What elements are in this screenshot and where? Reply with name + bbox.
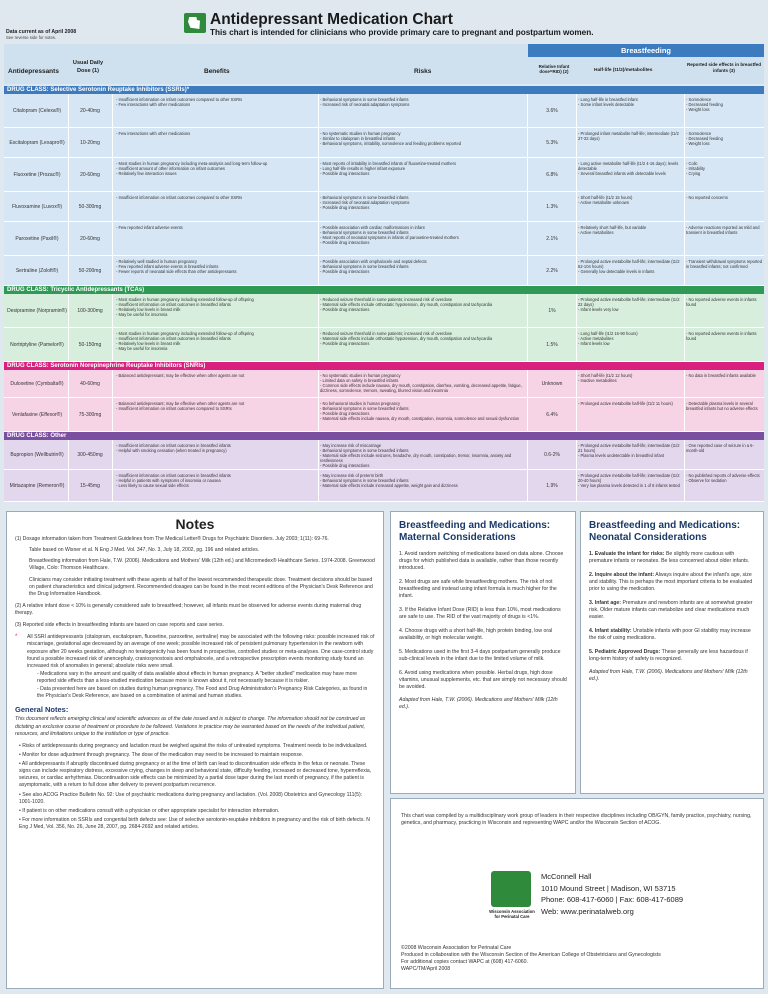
doc-code: WAPC/TM/April 2008: [401, 966, 451, 973]
drug-dose: 50-300mg: [78, 203, 102, 210]
drug-risks: - Behavioral symptoms in some breastfed infants - Increased risk of neonatal adaptation symptoms - Possible drug interactions: [320, 195, 410, 211]
drug-risks: - No systematic studies in human pregnancy - Limited data on safety in breastfed infants - Common side effects include nausea, dry mouth, constipation, diarrhea, vomiting, decreased appetite, fatigue, dizziness, somnolence, tremors, sweating, blurred vision and insomnia: [320, 373, 522, 394]
column-divider: [318, 222, 319, 255]
column-divider: [318, 370, 319, 397]
column-divider: [684, 192, 685, 221]
neonatal-title: Breastfeeding and Medications: Neonatal Considerations: [589, 520, 741, 543]
column-divider: [684, 256, 685, 285]
footer-panel: [390, 798, 764, 989]
neonatal-item: [589, 628, 755, 642]
wisconsin-logo-icon: [184, 13, 206, 33]
column-divider: [68, 370, 69, 397]
column-divider: [112, 328, 113, 361]
drug-dose: 50-150mg: [78, 341, 102, 348]
drug-benefits: - Balanced antidepressant; may be effective when other agents are not: [116, 373, 245, 378]
general-notes-intro: This document reflects emerging clinical and scientific advances as of the date issued and is subject to change. The information should not be construed as dictating an exclusive course of treatment or procedure to be followed. Variations in practice may be warranted based on the needs of the individual patient, resources, and limitations unique to the institution or type of practice.: [15, 716, 366, 737]
drug-dose: 40-60mg: [80, 380, 100, 387]
column-divider: [576, 128, 577, 157]
column-divider: [576, 328, 577, 361]
general-notes-title: General Notes:: [15, 705, 69, 715]
column-divider: [112, 470, 113, 501]
column-divider: [527, 192, 528, 221]
column-divider: [527, 370, 528, 397]
copies-note: For additional copies contact WAPC at (608) 417-6060.: [401, 959, 528, 966]
drug-halflife: - Long half-life (t1/2 16-90 hours) - Active metabolites - Infant levels low: [578, 331, 638, 347]
drug-risks: - No systematic studies in human pregnancy - Similar to citalopram in breastfed infants - Behavioral symptoms, irritability, somnolence and feeding problems reported: [320, 131, 461, 147]
column-divider: [112, 294, 113, 327]
drug-benefits: - Insufficient information on infant outcomes compared to other SSRIs - Few interactions with other medications: [116, 97, 243, 108]
drug-risks: - Possible association with cardiac malformations in infant - Behavioral symptoms in some breastfed infants - Most reports of neonatal symptoms in infants of paroxetine-treated mothers - Possible drug interactions: [320, 225, 459, 246]
drug-dose: 10-20mg: [80, 139, 100, 146]
drug-rid: 6.8%: [546, 171, 558, 178]
drug-rid: 1%: [548, 307, 556, 314]
general-note-5: • If patient is on other medications consult with a physician or other appropriate specialist for interaction information.: [19, 807, 280, 814]
table-row: [4, 328, 764, 362]
column-divider: [68, 470, 69, 501]
maternal-title: Breastfeeding and Medications: Maternal Considerations: [399, 520, 551, 543]
see-reverse-note: See reverse side for notes.: [6, 35, 57, 40]
drug-dose: 50-200mg: [78, 267, 102, 274]
drug-halflife: - Short half-life (t1/2 12 hours) - Inactive metabolites: [578, 373, 633, 384]
column-divider: [68, 328, 69, 361]
column-divider: [318, 440, 319, 469]
org-name: McConnell Hall: [541, 872, 592, 881]
maternal-item: 2. Most drugs are safe while breastfeeding mothers. The risk of not breastfeeding and instead using infant formula is much higher for the infant.: [399, 579, 557, 600]
drug-rid: Unknown: [541, 380, 563, 387]
drug-benefits: - Insufficient information on infant outcomes in breastfed infants - Helpful with smoking cessation (when treated in pregnancy): [116, 443, 231, 454]
drug-name: Duloxetine (Cymbalta®): [10, 380, 64, 387]
drug-halflife: - Relatively short half-life, but variable - Active metabolites: [578, 225, 647, 236]
column-divider: [318, 294, 319, 327]
wapc-logo-text: Wisconsin Association for Perinatal Care: [489, 909, 535, 920]
drug-name: Desipramine (Norpramin®): [7, 307, 67, 314]
column-divider: [68, 398, 69, 431]
column-divider: [576, 470, 577, 501]
column-divider: [684, 398, 685, 431]
drug-risks: - Most reports of irritability in breastfed infants of fluoxetine-treated mothers - Long half-life results in higher infant exposure - Possible drug interactions: [320, 161, 457, 177]
column-divider: [527, 128, 528, 157]
maternal-item: 1. Avoid random switching of medications based on data alone. Choose drugs for which published data is available, rather than those recently introduced.: [399, 551, 564, 572]
drug-name: Fluoxetine (Prozac®): [13, 171, 61, 178]
column-divider: [112, 370, 113, 397]
column-divider: [576, 94, 577, 127]
neonatal-item-text: Premature and newborn infants are at somewhat greater risk. Older mature infants can metabolize and clear medications much easier.: [589, 600, 753, 621]
drug-class-bar: DRUG CLASS: Tricyclic Antidepressants (TCAs): [4, 286, 764, 294]
note-ssri-b1: - Medications vary in the amount and quality of data available about effects in human pregnancy. A "better studied" medication may have more reported side effects than a less-studied medication because more is known about it, not necessarily because it is riskier.: [37, 670, 357, 684]
drug-dose: 300-450mg: [77, 451, 103, 458]
drug-side-effects: - No published reports of adverse effects - Observe for sedation: [686, 473, 760, 484]
drug-halflife: - Prolonged active metabolite half-life; intermediate (t1/2 21 hours) - Plasma levels undetectable in breastfed infant: [578, 443, 680, 459]
table-row: [4, 158, 764, 192]
drug-risks: - Possible association with omphalocele and septal defects - Behavioral symptoms in some breastfed infants - Possible drug interactions: [320, 259, 427, 275]
drug-side-effects: - Detectable plasma levels in several breastfed infants but no adverse effects: [686, 401, 758, 412]
column-divider: [318, 328, 319, 361]
breastfeeding-header: Breastfeeding: [528, 44, 764, 57]
column-divider: [576, 222, 577, 255]
drug-risks: - Reduced seizure threshold in some patients; increased risk of overdose - Maternal side effects include orthostatic hypotension, dry mouth, constipation and tachycardia - Possible drug interactions: [320, 297, 493, 313]
drug-benefits: - Insufficient information on infant outcomes compared to other SSRIs: [116, 195, 243, 200]
column-divider: [527, 440, 528, 469]
column-divider: [68, 128, 69, 157]
drug-rid: 3.6%: [546, 107, 558, 114]
drug-dose: 20-60mg: [80, 235, 100, 242]
drug-halflife: - Prolonged active metabolite half-life; intermediate (t1/2 22 days) - Infant levels very low: [578, 297, 680, 313]
neonatal-item: [589, 649, 755, 663]
drug-name: Venlafaxine (Effexor®): [11, 411, 62, 418]
drug-name: Paroxetine (Paxil®): [15, 235, 59, 242]
column-divider: [112, 192, 113, 221]
drug-side-effects: - Adverse reactions reported as mild and transient in breastfed infants: [686, 225, 760, 236]
column-divider: [112, 94, 113, 127]
drug-rid: 1.5%: [546, 341, 558, 348]
column-divider: [318, 398, 319, 431]
wapc-logo-icon: [491, 871, 531, 907]
table-row: [4, 440, 764, 470]
note-ssri: All SSRI antidepressants (citalopram, escitalopram, fluoxetine, paroxetine, sertraline) may be associated with the following risks: possible increased risk of miscarriage, gestational age decreased by an average of one week; possible increased risk of persistent pulmonary hypertension in the newborn with exposure after 20 weeks gestation, although no teratogenicity has been found in prospective, controlled studies or meta-analyses. One case-control study found a possible increased risk of anencephaly, craniosynostosis and omphalocele, and a retrospective prescription events monitoring study found an increased risk of anomalies in general; absolute risks were small.: [27, 634, 375, 669]
neonatal-item-text: These generally are less hazardous if long-term history of safety is recognized.: [589, 649, 748, 663]
drug-halflife: - Prolonged infant metabolite half-life; intermediate (t1/2 27-32 days): [578, 131, 679, 142]
drug-rid: 1.3%: [546, 203, 558, 210]
table-row: [4, 128, 764, 158]
neonatal-considerations-panel: [580, 511, 764, 794]
drug-risks: - Reduced seizure threshold in some patients; increased risk of overdose - Maternal side effects include orthostatic hypotension, dry mouth, constipation and tachycardia - Possible drug interactions: [320, 331, 493, 347]
general-note-1: • Risks of antidepressants during pregnancy and lactation must be weighed against the risks of untreated symptoms. Treatment needs to be individualized.: [19, 742, 368, 749]
column-divider: [576, 440, 577, 469]
org-phone: Phone: 608-417-6060 | Fax: 608-417-6089: [541, 895, 684, 905]
maternal-source: Adapted from Hale, T.W. (2006). Medications and Mothers' Milk (12th ed.).: [399, 697, 558, 711]
neonatal-item-head: 1. Evaluate the infant for risks:: [589, 551, 665, 557]
note-3: (3) Reported side effects in breastfeeding infants are based on case reports and case series.: [15, 622, 224, 629]
column-divider: [112, 128, 113, 157]
drug-halflife: - Long active metabolite half-life (t1/2 4-16 days); levels detectable - Several breastfed infants with detectable levels: [578, 161, 679, 177]
drug-dose: 100-300mg: [77, 307, 103, 314]
drug-benefits: - Few reported infant adverse events: [116, 225, 183, 230]
page-subtitle: This chart is intended for clinicians who provide primary care to pregnant and postpartum women.: [210, 28, 594, 37]
column-divider: [684, 128, 685, 157]
column-divider: [684, 94, 685, 127]
table-row: [4, 470, 764, 502]
column-divider: [576, 370, 577, 397]
drug-dose: 20-40mg: [80, 107, 100, 114]
column-divider: [318, 192, 319, 221]
produced-note: Produced in collaboration with the Wisconsin Section of the American College of Obstetricians and Gynecologists: [401, 952, 661, 959]
column-divider: [576, 256, 577, 285]
drug-side-effects: - No reported adverse events in infants found: [686, 331, 757, 342]
org-address: 1010 Mound Street | Madison, WI 53715: [541, 883, 676, 893]
drug-halflife: - Long half-life in breastfed infant - Some infant levels detectable: [578, 97, 638, 108]
drug-benefits: - Relatively well studied in human pregnancy - Few reported infant adverse events in breastfed infants - Fewer reports of neonatal side effects than other antidepressants: [116, 259, 237, 275]
column-divider: [684, 158, 685, 191]
column-divider: [68, 94, 69, 127]
column-divider: [68, 158, 69, 191]
note-1a: (1) Dosage information taken from Treatment Guidelines from The Medical Letter® Drugs for Psychiatric Disorders. July 2003; 1(11): 69-76.: [15, 536, 329, 542]
drug-side-effects: - Somnolence - Decreased feeding - Weight loss: [686, 97, 723, 113]
neonatal-source: Adapted from Hale, T.W. (2006). Medications and Mothers' Milk (12th ed.).: [589, 669, 748, 683]
column-divider: [527, 158, 528, 191]
note-ssri-b2: - Data presented here are based on studies during human pregnancy. The Food and Drug Administration's Pregnancy Risk Categories, as found in the Physician's Desk Reference, are based on a combination of animal and human studies.: [37, 686, 368, 700]
drug-side-effects: - No reported concerns: [686, 195, 728, 200]
note-1d: Clinicians may consider initiating treatment with these agents at half of the lowest recommended therapeutic dose. Treatment decisions should be based on patient characteristics and clinical judgment. Recommended dosages can be found in the most recent editions of the Physician's Desk Reference and the Drug Information Handbook.: [29, 576, 373, 597]
column-divider: [527, 222, 528, 255]
drug-risks: - Behavioral symptoms in some breastfed infants - Increased risk of neonatal adaptation symptoms: [320, 97, 410, 108]
neonatal-item-text: Be slightly more cautious with premature infants or neonates. Be less concerned about older infants.: [589, 551, 750, 565]
neonatal-item-head: 3. Infant age:: [589, 600, 621, 607]
drug-name: Bupropion (Wellbutrin®): [10, 451, 64, 458]
general-note-4: • See also ACOG Practice Bulletin No. 92: Use of psychiatric medications during pregnancy and lactation. (Vol. 2008) Obstetrics and Gynecology 111(5): 1001-1020.: [19, 791, 363, 805]
drug-benefits: - Most studies in human pregnancy including meta-analysis and long-term follow-up - Insufficient amount of other information on infant outcomes - Relatively few interaction issues: [116, 161, 268, 177]
drug-side-effects: - Transient withdrawal symptoms reported in breastfed infants; not confirmed: [686, 259, 762, 270]
notes-title: Notes: [175, 516, 215, 532]
copyright: ©2008 Wisconsin Association for Perinatal Care: [401, 945, 512, 951]
maternal-considerations-panel: [390, 511, 576, 794]
column-divider: [318, 470, 319, 501]
drug-benefits: - Few interactions with other medications: [116, 131, 191, 136]
column-divider: [318, 158, 319, 191]
general-note-3: • All antidepressants if abruptly discontinued during pregnancy or at the time of birth can lead to discontinuation side effects in the fetus or neonate. These signs can include respiratory distress, excessive crying, changes in sleep and behavioral state, difficulty feeding, increased or decreased tone, hyperreflexia, seizures, or cardiac arrhythmias. Discontinuation side effects can be minimized by a partial dose taper during the last month of pregnancy, if the patient is asymptomatic, with a return to full dose after delivery to prevent postpartum recurrence.: [19, 761, 372, 789]
col-rid: Relative Infant dose=RID) (2): [538, 64, 570, 74]
table-row: [4, 94, 764, 128]
drug-class-bar: DRUG CLASS: Other: [4, 432, 764, 440]
drug-side-effects: - No data in breastfed infants available: [686, 373, 756, 378]
drug-risks: - No behavioral studies in human pregnancy - Behavioral symptoms in some breastfed infants - Possible drug interactions - Maternal side effects include nausea, dry mouth, constipation, insomnia, somnolence and sexual dysfunction: [320, 401, 520, 422]
table-row: [4, 294, 764, 328]
notes-panel: Notes (1) Dosage information taken from Treatment Guidelines from The Medical Letter® Drugs for Psychiatric Disorders. July 2003; 1(11): 69-76. Table based on Wisner et al. N Eng J Med. Vol. 347, No. 3, July 18, 2002, pg. 196 and related articles. Breastfeeding information from Hale, T.W. (2006). Medications and Mothers' Milk (12th ed.) and Micromedex® Healthcare Series. 1974-2008. Greenwood Village, Colo: Thomson Healthcare. Clinicians may consider initiating treatment with these agents at half of the lowest recommended therapeutic dose. Treatment decisions should be based on patient characteristics and clinical judgment. Recommended dosages can be found in the most recent editions of the Physician's Desk Reference and the Drug Information Handbook. (2) A relative infant dose < 10% is generally considered safe to breastfeed; however, all infants must be observed for adverse events during maternal drug therapy. (3) Reported side effects in breastfeeding infants are based on case reports and case series. * All SSRI antidepressants (citalopram, escitalopram, fluoxetine, paroxetine, sertraline) may be associated with the following risks: possible increased risk of miscarriage, gestational age decreased by an average of one week; possible increased risk of persistent pulmonary hypertension in the newborn with exposure after 20 weeks gestation, although no teratogenicity has been found in prospective, controlled studies or meta-analyses. One case-control study found a possible increased risk of anencephaly, craniosynostosis and omphalocele, and a retrospective prescription events monitoring study found an increased risk of anomalies in general; absolute risks were small. - Medications vary in the amount and quality of data available about effects in human pregnancy. A "better studied" medication may have more reported side effects than a less-studied medication because more is known about it, not necessarily because it is riskier. - Data presented here are based on studies during human pregnancy. The Food and Drug Administration's Pregnancy Risk Categories, as found in the Physician's Desk Reference, are based on a combination of animal and human studies. General Notes: This document reflects emerging clinical and scientific advances as of the date issued and is subject to change. The information should not be construed as dictating an exclusive course of treatment or procedure to be followed. Variations in practice may be warranted based on the needs of the individual patient, resources, and limitations unique to the institution or type of practice. • Risks of antidepressants during pregnancy and lactation must be weighed against the risks of untreated symptoms. Treatment needs to be individualized. • Monitor for dose adjustment through pregnancy. The dose of the medication may need to be increased to maintain response. • All antidepressants if abruptly discontinued during pregnancy or at the time of birth can lead to discontinuation side effects in the fetus or neonate. These signs can include respiratory distress, excessive crying, changes in sleep and behavioral state, difficulty feeding, increased or decreased tone, hyperreflexia, seizures, or cardiac arrhythmias. Discontinuation side effects can be minimized by a partial dose taper during the last month of pregnancy, if the patient is asymptomatic, with a return to full dose after delivery to prevent postpartum recurrence. • See also ACOG Practice Bulletin No. 92: Use of psychiatric medications during pregnancy and lactation. (Vol. 2008) Obstetrics and Gynecology 111(5): 1001-1020. • If patient is on other medications consult with a physician or other appropriate specialist for interaction information. • For more information on SSRIs and congenital birth defects see: Use of selective serotonin-reuptake inhibitors in pregnancy and the risk of birth defects. N Eng J Med, Vol. 356, No. 26, June 28, 2007, pg. 2684-2692 and related articles.: [6, 511, 384, 989]
drug-name: Escitalopram (Lexapro®): [9, 139, 65, 146]
drug-class-bar: DRUG CLASS: Selective Serotonin Reuptake Inhibitors (SSRIs)*: [4, 86, 764, 94]
column-divider: [68, 440, 69, 469]
neonatal-item-text: Always inquire about the infant's age, size and stability. This is perhaps the most important criteria to be evaluated prior to using the medication.: [589, 572, 753, 593]
drug-name: Nortriptyline (Pamelor®): [10, 341, 64, 348]
column-divider: [684, 328, 685, 361]
drug-name: Sertraline (Zoloft®): [15, 267, 59, 274]
column-divider: [112, 440, 113, 469]
note-1b: Table based on Wisner et al. N Eng J Med. Vol. 347, No. 3, July 18, 2002, pg. 196 and related articles.: [29, 547, 260, 554]
general-note-6: • For more information on SSRIs and congenital birth defects see: Use of selective serotonin-reuptake inhibitors in pregnancy and the risk of birth defects. N Eng J Med, Vol. 356, No. 26, June 28, 2007, pg. 2684-2692 and related articles.: [19, 816, 370, 830]
column-divider: [527, 256, 528, 285]
drug-side-effects: - No reported adverse events in infants found: [686, 297, 757, 308]
drug-side-effects: - Somnolence - Decreased feeding - Weight loss: [686, 131, 723, 147]
drug-rid: 1.9%: [546, 482, 558, 489]
drug-name: Fluvoxamine (Luvox®): [11, 203, 63, 210]
drug-halflife: - Prolonged active metabolite half-life; intermediate (t1/2 62-104 hours) - Generally low detectable levels in infants: [578, 259, 680, 275]
neonatal-item-text: Unstable infants with poor GI stability may increase the risk of using medications.: [589, 628, 751, 642]
compiled-note: This chart was compiled by a multidisciplinary work group of leaders in their respective disciplines including OB/GYN, family practice, psychiatry, nursing, genetics, and pharmacy, practicing in Wisconsin and representing WAPC and/or the Wisconsin Section of ACOG.: [401, 813, 752, 827]
neonatal-item: [589, 572, 755, 593]
drug-halflife: - Prolonged active metabolite half-life (t1/2 11 hours): [578, 401, 673, 406]
drug-rid: 6.4%: [546, 411, 558, 418]
drug-benefits: - Insufficient information on infant outcomes in breastfed infants - Helpful in patients with symptoms of insomnia or nausea - Less likely to cause sexual side effects: [116, 473, 231, 489]
table-row: [4, 398, 764, 432]
maternal-item: 4. Choose drugs with a short half-life, high protein binding, low oral availability, or high molecular weight.: [399, 628, 553, 642]
drug-benefits: - Most studies in human pregnancy including extended follow-up of offspring - Insufficient information on infant outcomes in breastfed infants - Relatively low levels in breast milk - May be useful for insomnia: [116, 297, 254, 318]
drug-halflife: - Short half-life (t1/2 15 hours) - Active metabolite unknown: [578, 195, 633, 206]
drug-name: Citalopram (Celexa®): [12, 107, 62, 114]
column-divider: [318, 128, 319, 157]
org-web[interactable]: Web: www.perinatalweb.org: [541, 906, 634, 916]
drug-dose: 75-300mg: [78, 411, 102, 418]
column-divider: [68, 222, 69, 255]
column-divider: [112, 222, 113, 255]
maternal-item: 3. If the Relative Infant Dose (RID) is less than 10%, most medications are safe to use. The RID of the vast majority of drugs is <1%.: [399, 607, 561, 621]
drug-risks: - May increase risk of preterm birth - Behavioral symptoms in some breastfed infants - Maternal side effects include increased appetite, weight gain and dizziness: [320, 473, 458, 489]
table-row: [4, 222, 764, 256]
column-divider: [527, 398, 528, 431]
column-divider: [112, 256, 113, 285]
column-divider: [112, 158, 113, 191]
column-divider: [576, 398, 577, 431]
drug-risks: - May increase risk of miscarriage - Behavioral symptoms in some breastfed infants - Maternal side effects include seizures, headache, dry mouth, constipation, tremor, insomnia, anxiety and restlessness - Possible drug interactions: [320, 443, 512, 469]
drug-side-effects: - One reported case of seizure in a 6-month-old: [686, 443, 754, 454]
col-antidepressants: Antidepressants: [8, 68, 59, 75]
col-side-effects: Reported side effects in breastfed infants (3): [686, 62, 762, 74]
drug-name: Mirtazapine (Remeron®): [9, 482, 65, 489]
column-divider: [576, 192, 577, 221]
col-halflife: Half-life (t1/2)/metabolites: [594, 68, 653, 73]
column-divider: [684, 370, 685, 397]
column-divider: [684, 440, 685, 469]
drug-dose: 15-45mg: [80, 482, 100, 489]
column-divider: [527, 94, 528, 127]
note-2: (2) A relative infant dose < 10% is generally considered safe to breastfeed; however, all infants must be observed for adverse events during maternal drug therapy.: [15, 602, 362, 616]
neonatal-item-head: 5. Pediatric Approved Drugs:: [589, 649, 661, 656]
drug-dose: 20-60mg: [80, 171, 100, 178]
column-divider: [576, 158, 577, 191]
maternal-item: 5. Medications used in the first 3-4 days postpartum generally produce sub-clinical levels in the infant due to the limited volume of milk.: [399, 649, 561, 663]
neonatal-item-head: 2. Inquire about the infant:: [589, 572, 655, 579]
drug-rid: 0.6-2%: [544, 451, 560, 458]
table-row: [4, 370, 764, 398]
table-row: [4, 192, 764, 222]
column-divider: [68, 256, 69, 285]
note-1c: Breastfeeding information from Hale, T.W. (2006). Medications and Mothers' Milk (12th ed.) and Micromedex® Healthcare Series. 1974-2008. Greenwood Village, Colo: Thomson Healthcare.: [29, 558, 375, 572]
column-divider: [318, 256, 319, 285]
drug-side-effects: - Colic - Irritability - Crying: [686, 161, 705, 177]
column-divider: [68, 294, 69, 327]
column-divider: [576, 294, 577, 327]
page-title: Antidepressant Medication Chart: [210, 11, 453, 28]
column-divider: [684, 222, 685, 255]
neonatal-item: [589, 551, 755, 565]
col-benefits: Benefits: [204, 68, 230, 75]
neonatal-item-head: 4. Infant stability:: [589, 628, 632, 635]
drug-class-bar: DRUG CLASS: Serotonin Norepinephrine Reuptake Inhibitors (SNRIs): [4, 362, 764, 370]
col-dose: Usual Daily Dose (1): [72, 60, 104, 74]
data-date: Data current as of April 2008: [6, 29, 77, 35]
column-divider: [68, 192, 69, 221]
column-divider: [112, 398, 113, 431]
column-divider: [318, 94, 319, 127]
drug-benefits: - Most studies in human pregnancy including extended follow-up of offspring - Insufficient information on infant outcomes in breastfed infants - Relatively low levels in breast milk - May be useful for insomnia: [116, 331, 254, 352]
column-divider: [527, 470, 528, 501]
table-row: [4, 256, 764, 286]
drug-rid: 5.3%: [546, 139, 558, 146]
col-risks: Risks: [414, 68, 432, 75]
general-note-2: • Monitor for dose adjustment through pregnancy. The dose of the medication may need to be increased to maintain response.: [19, 751, 304, 758]
drug-halflife: - Prolonged active metabolite half-life; intermediate (t1/2 20-40 hours) - Very low plasma levels detected in 1 of 8 infants tested: [578, 473, 680, 489]
drug-rid: 2.1%: [546, 235, 558, 242]
drug-rid: 2.2%: [546, 267, 558, 274]
column-divider: [527, 328, 528, 361]
drug-benefits: - Balanced antidepressant; may be effective when other agents are not - Insufficient information on infant outcomes compared to SSRIs: [116, 401, 245, 412]
neonatal-item: [589, 600, 755, 621]
column-divider: [684, 470, 685, 501]
column-divider: [684, 294, 685, 327]
column-divider: [527, 294, 528, 327]
maternal-item: 6. Avoid using medications when possible. Herbal drugs, high dose vitamins, unusual supplements, etc. that are simply not necessary should be avoided.: [399, 670, 567, 691]
